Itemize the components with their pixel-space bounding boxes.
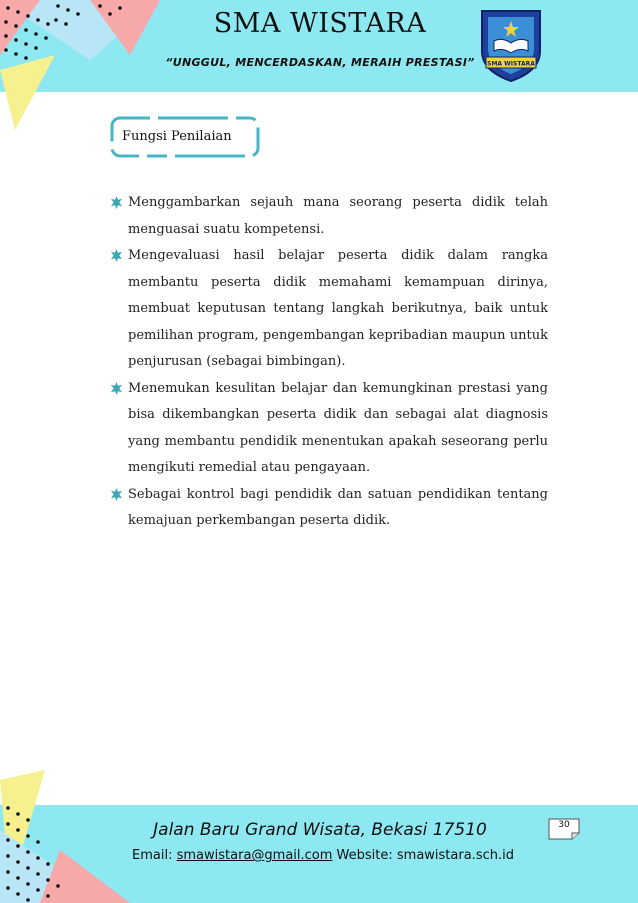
teal-star-burst-icon xyxy=(110,382,123,395)
list-item-text: Mengevaluasi hasil belajar peserta didik dalam rangka membantu peserta didik memahami kemampuan dirinya, membuat keputusan tentang langkah berikutnya, baik untuk pemilihan program, pengembangan kepribadian maupun untuk penjurusan (sebagai bimbingan). xyxy=(128,248,548,369)
page-number: 30 xyxy=(558,820,570,830)
section-title: Fungsi Penilaian xyxy=(122,129,232,144)
website-label: Website: xyxy=(336,848,393,863)
list-item-text: Menggambarkan sejauh mana seorang peserta didik telah menguasai suatu kompetensi. xyxy=(128,195,548,237)
teal-star-burst-icon xyxy=(110,488,123,501)
website-text: smawistara.sch.id xyxy=(396,848,514,863)
school-address: Jalan Baru Grand Wisata, Bekasi 17510 xyxy=(153,820,487,840)
email-label: Email: xyxy=(132,848,173,863)
logo-text: SMA WISTARA xyxy=(487,60,535,68)
list-item xyxy=(108,190,548,243)
list-item-text: Menemukan kesulitan belajar dan kemungkinan prestasi yang bisa dikembangkan peserta didik dan sebagai alat diagnosis yang membantu pendidik menentukan apakah seseorang perlu mengikuti remedial atau pengayaan. xyxy=(128,380,548,475)
function-list xyxy=(108,190,548,535)
school-motto: “UNGGUL, MENCERDASKAN, MERAIH PRESTASI” xyxy=(165,56,475,69)
email-link[interactable]: smawistara@gmail.com xyxy=(176,848,333,863)
list-item xyxy=(108,243,548,376)
teal-star-burst-icon xyxy=(110,196,123,209)
list-item xyxy=(108,482,548,535)
list-item xyxy=(108,376,548,482)
list-item-text: Sebagai kontrol bagi pendidik dan satuan pendidikan tentang kemajuan perkembangan peserta didik. xyxy=(128,486,548,528)
teal-star-burst-icon xyxy=(110,249,123,262)
contact-line xyxy=(108,848,538,863)
school-crest-icon xyxy=(478,7,544,83)
corner-decoration-bottom xyxy=(0,770,140,903)
school-name: SMA WISTARA xyxy=(213,8,427,39)
